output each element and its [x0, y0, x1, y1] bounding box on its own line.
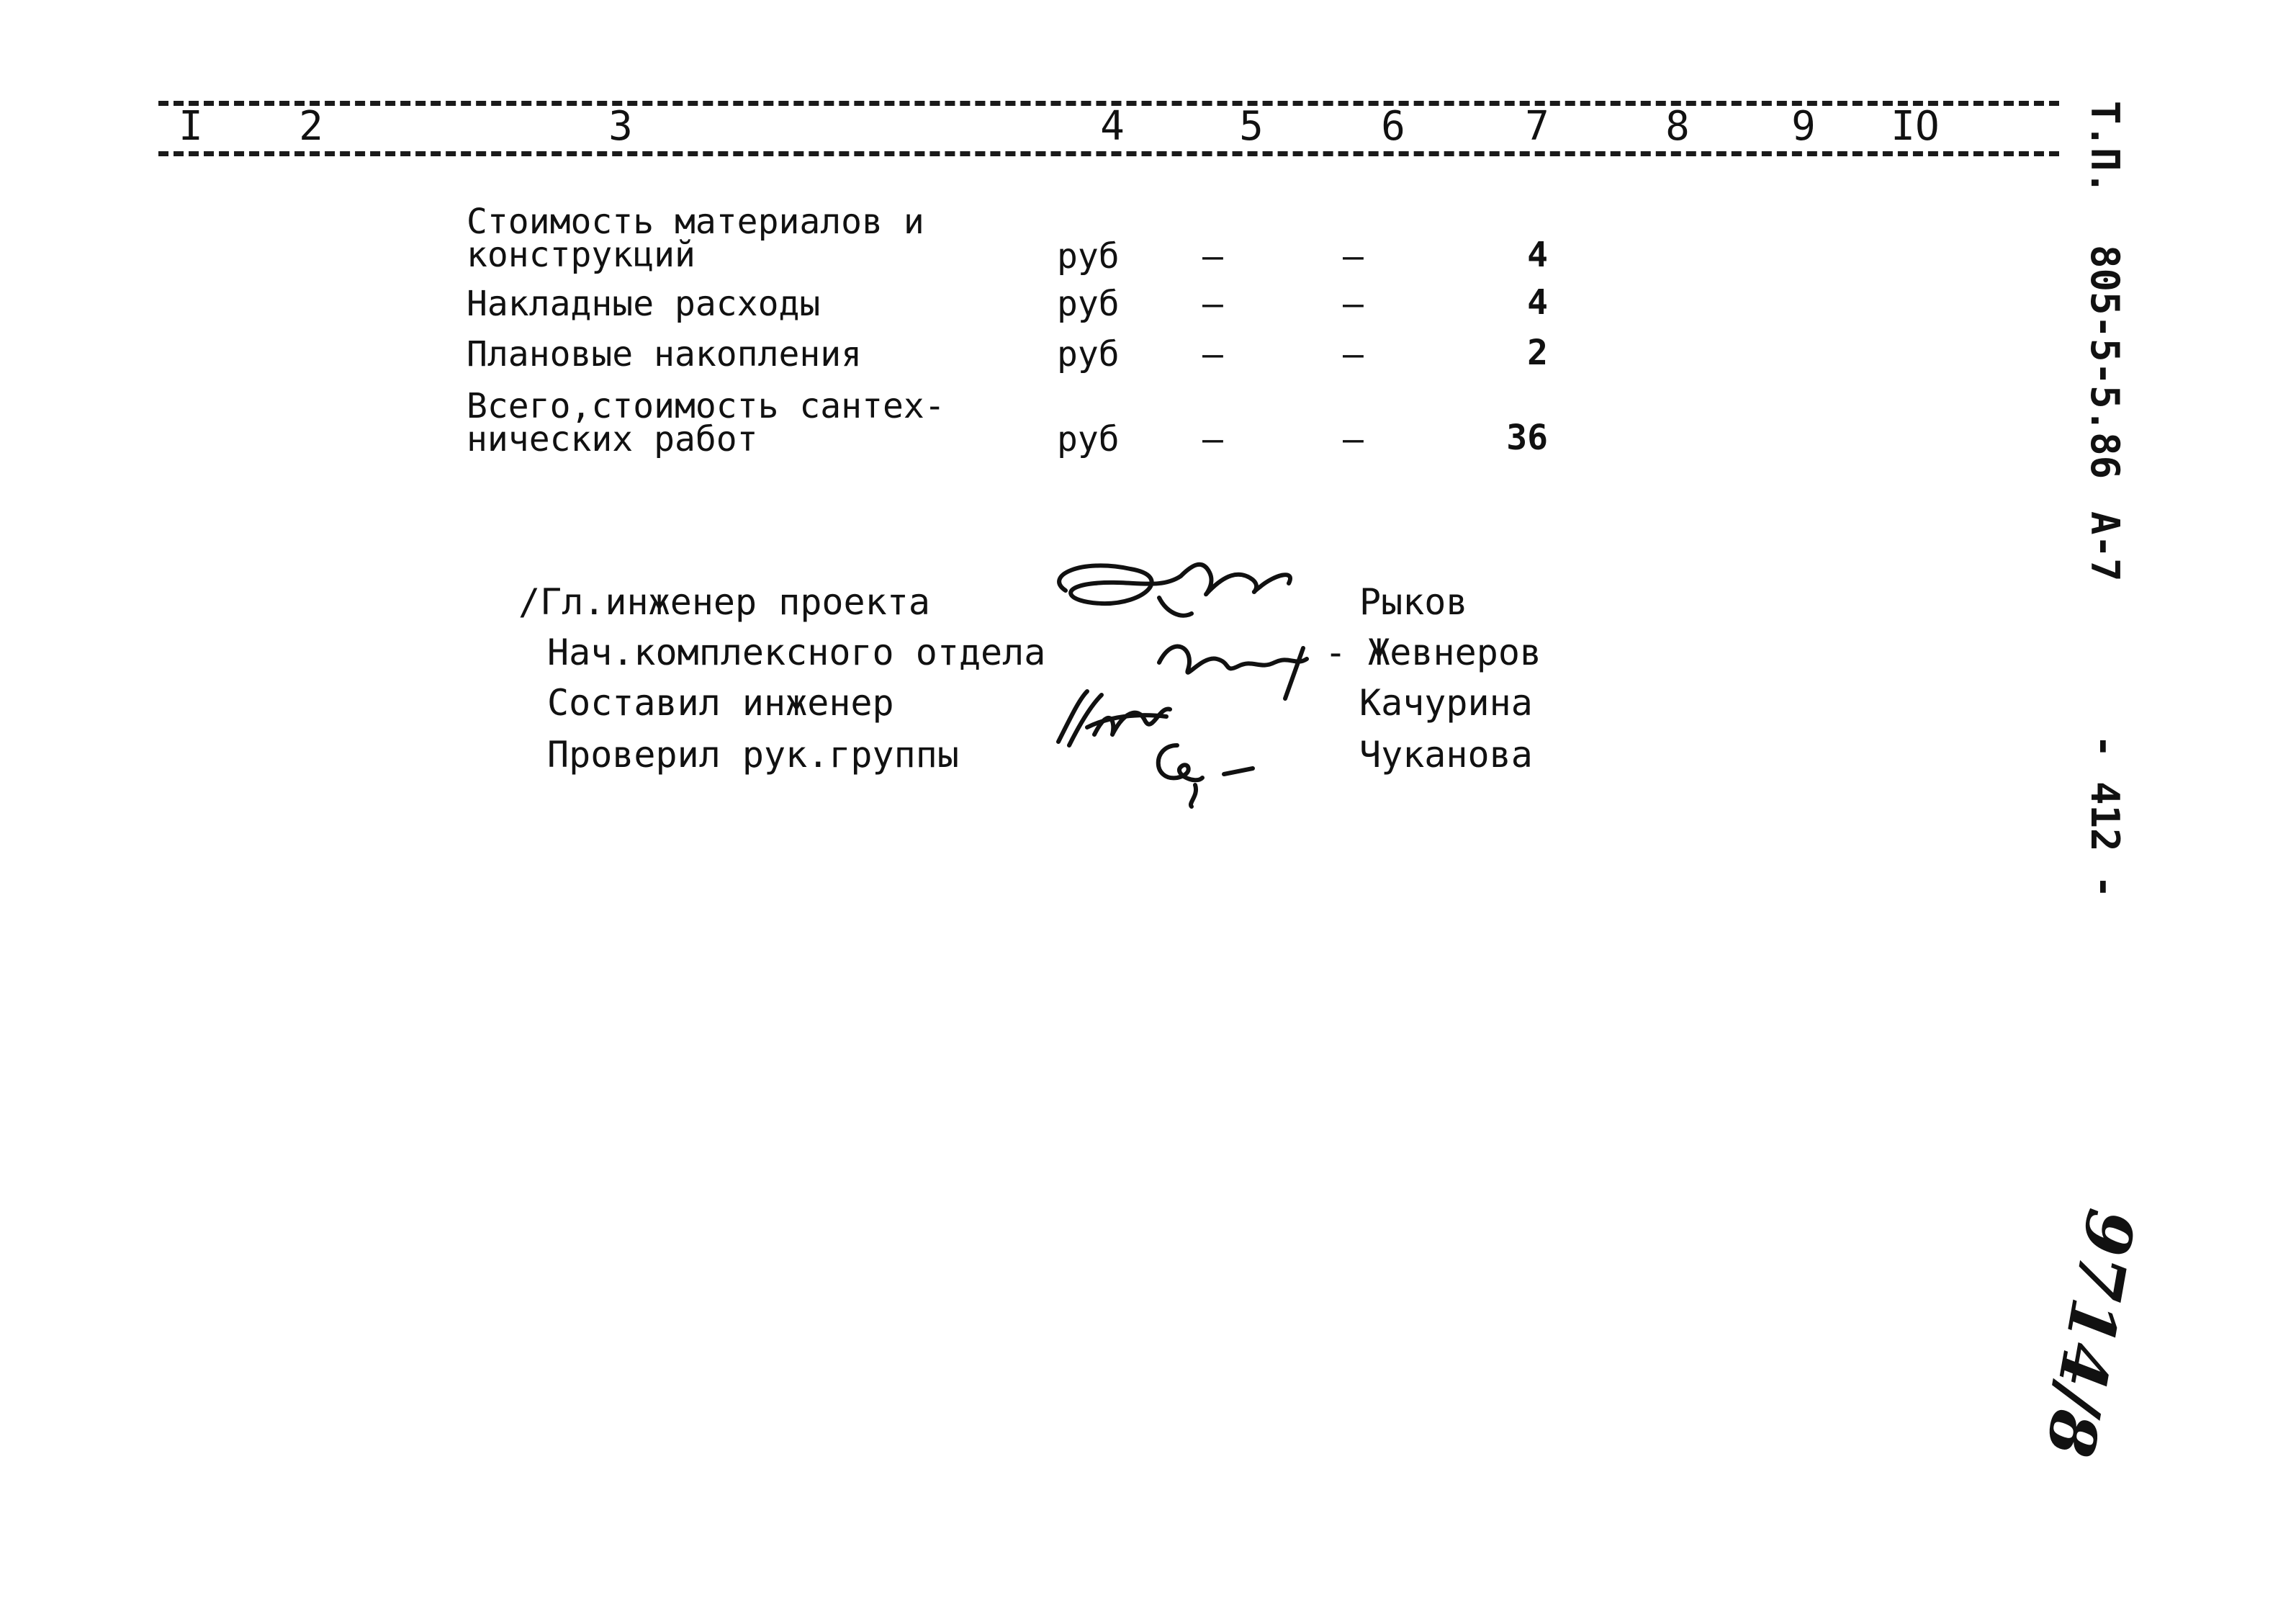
row-materials-name-line2: конструкций — [467, 235, 695, 275]
side-stamp-page: - 412 - — [2082, 735, 2128, 899]
handwritten-signature-4 — [1138, 731, 1267, 810]
signature-title-checker: Проверил рук.группы — [547, 734, 959, 776]
row-total-name-line2: нических работ — [467, 419, 758, 459]
row-total-col5: – — [1202, 419, 1223, 459]
row-total-unit: руб — [1057, 419, 1120, 459]
row-overhead-col7: 4 — [1527, 282, 1548, 323]
signature-name-rykov: Рыков — [1359, 581, 1468, 623]
row-materials-col7: 4 — [1527, 235, 1548, 275]
side-stamp-number: 805-5-5.86 — [2082, 245, 2128, 480]
row-planned-unit: руб — [1057, 334, 1120, 374]
signature-title-compiler: Составил инженер — [547, 682, 894, 724]
row-planned-col7: 2 — [1527, 333, 1548, 373]
row-materials-col5: – — [1202, 236, 1223, 277]
row-total-name-line1: Всего,стоимость сантех- — [467, 386, 945, 426]
row-materials-col6: – — [1343, 236, 1364, 277]
side-stamp-series: Т.П. — [2082, 101, 2128, 195]
row-planned-col5: – — [1202, 334, 1223, 374]
row-overhead-unit: руб — [1057, 284, 1120, 324]
col-10: IO — [1891, 103, 1940, 150]
row-total-col7: 36 — [1506, 418, 1548, 458]
row-total-col6: – — [1343, 419, 1364, 459]
row-planned-col6: – — [1343, 334, 1364, 374]
row-overhead-col6: – — [1343, 284, 1364, 324]
col-8: 8 — [1665, 103, 1690, 150]
handwritten-number: 9714/8 — [2030, 1203, 2149, 1463]
row-materials-unit: руб — [1057, 236, 1120, 277]
signature-name-zhevnerov: - Жевнеров — [1325, 632, 1542, 673]
row-materials-name-line1: Стоимость материалов и — [467, 202, 924, 242]
signature-name-chukanova: Чуканова — [1359, 734, 1533, 776]
side-stamp-album: А-7 — [2082, 511, 2128, 582]
col-9: 9 — [1791, 103, 1816, 150]
col-2: 2 — [299, 103, 323, 150]
signature-title-chief-engineer: /Гл.инженер проекта — [518, 581, 930, 623]
col-6: 6 — [1381, 103, 1405, 150]
signature-name-kachurina: Качурина — [1359, 682, 1533, 724]
row-overhead-name: Накладные расходы — [467, 284, 821, 324]
signature-title-department-head: Нач.комплексного отдела — [547, 632, 1046, 673]
col-4: 4 — [1100, 103, 1125, 150]
col-1: I — [179, 103, 203, 150]
col-5: 5 — [1239, 103, 1264, 150]
row-overhead-col5: – — [1202, 284, 1223, 324]
header-bottom-rule — [158, 151, 2059, 156]
row-planned-name: Плановые накопления — [467, 334, 863, 374]
col-3: 3 — [608, 103, 633, 150]
col-7: 7 — [1525, 103, 1549, 150]
